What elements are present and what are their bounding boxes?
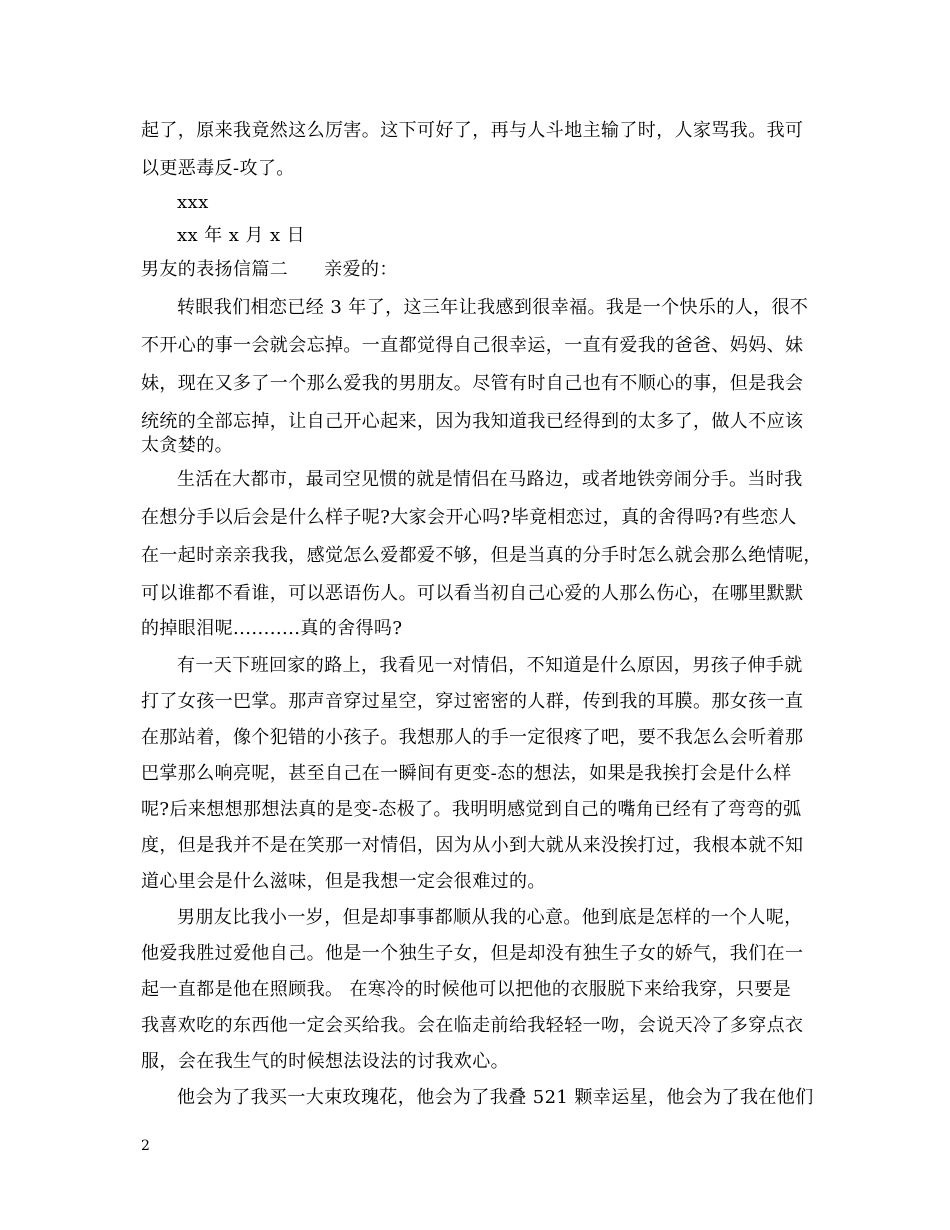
paragraph-line: 巴掌那么响亮呢，甚至自己在一瞬间有更变-态的想法，如果是我挨打会是什么样 (141, 763, 792, 784)
paragraph-line: 妹，现在又多了一个那么爱我的男朋友。尽管有时自己也有不顺心的事，但是我会 (141, 373, 804, 394)
paragraph-line: 太贪婪的。 (141, 435, 233, 456)
paragraph-line: 打了女孩一巴掌。那声音穿过星空，穿过密密的人群，传到我的耳膜。那女孩一直 (141, 691, 804, 712)
paragraph-line: 度，但是我并不是在笑那一对情侣，因为从小到大就从来没挨打过，我根本就不知 (141, 835, 804, 856)
signature-name: xxx (177, 192, 209, 213)
paragraph-line: 起一直都是他在照顾我。 在寒冷的时候他可以把他的衣服脱下来给我穿，只要是 (141, 979, 792, 1000)
signature-date: xx 年 x 月 x 日 (177, 225, 306, 246)
paragraph-line: 在一起时亲亲我我，感觉怎么爱都爱不够，但是当真的分手时怎么就会那么绝情呢， (141, 545, 822, 566)
paragraph-line: 可以谁都不看谁，可以恶语伤人。可以看当初自己心爱的人那么伤心，在哪里默默 (141, 583, 804, 604)
paragraph-line: 在想分手以后会是什么样子呢?大家会开心吗?毕竟相恋过，真的舍得吗?有些恋人 (141, 507, 797, 528)
section-title: 男友的表扬信篇二 (141, 259, 289, 280)
paragraph-line: 男朋友比我小一岁，但是却事事都顺从我的心意。他到底是怎样的一个人呢， (177, 907, 803, 928)
paragraph-line: 呢?后来想想那想法真的是变-态极了。我明明感觉到自己的嘴角已经有了弯弯的弧 (141, 799, 802, 820)
paragraph-line: 不开心的事一会就会忘掉。一直都觉得自己很幸运，一直有爱我的爸爸、妈妈、妹 (141, 335, 804, 356)
paragraph-line: 的掉眼泪呢...........真的舍得吗? (141, 618, 403, 639)
paragraph-line: 转眼我们相恋已经 3 年了，这三年让我感到很幸福。我是一个快乐的人，很不 (177, 297, 809, 318)
paragraph-line: 服，会在我生气的时候想法设法的讨我欢心。 (141, 1051, 509, 1072)
paragraph-line: 有一天下班回家的路上，我看见一对情侣，不知道是什么原因，男孩子伸手就 (177, 655, 803, 676)
page-number: 2 (141, 1138, 150, 1154)
text-line: 以更恶毒反-攻了。 (141, 158, 295, 179)
paragraph-line: 他会为了我买一大束玫瑰花，他会为了我叠 521 颗幸运星，他会为了我在他们 (177, 1087, 814, 1108)
paragraph-line: 我喜欢吃的东西他一定会买给我。会在临走前给我轻轻一吻，会说天冷了多穿点衣 (141, 1015, 804, 1036)
salutation: 亲爱的： (324, 259, 398, 280)
paragraph-line: 统统的全部忘掉，让自己开心起来，因为我知道我已经得到的太多了，做人不应该 (141, 411, 804, 432)
paragraph-line: 在那站着，像个犯错的小孩子。我想那人的手一定很疼了吧，要不我怎么会听着那 (141, 727, 804, 748)
paragraph-line: 道心里会是什么滋味，但是我想一定会很难过的。 (141, 871, 546, 892)
paragraph-line: 生活在大都市，最司空见惯的就是情侣在马路边，或者地铁旁闹分手。当时我 (177, 469, 803, 490)
paragraph-line: 他爱我胜过爱他自己。他是一个独生子女，但是却没有独生子女的娇气，我们在一 (141, 943, 804, 964)
section-heading (141, 258, 398, 282)
text-line: 起了，原来我竟然这么厉害。这下可好了，再与人斗地主输了时，人家骂我。我可 (141, 120, 804, 141)
